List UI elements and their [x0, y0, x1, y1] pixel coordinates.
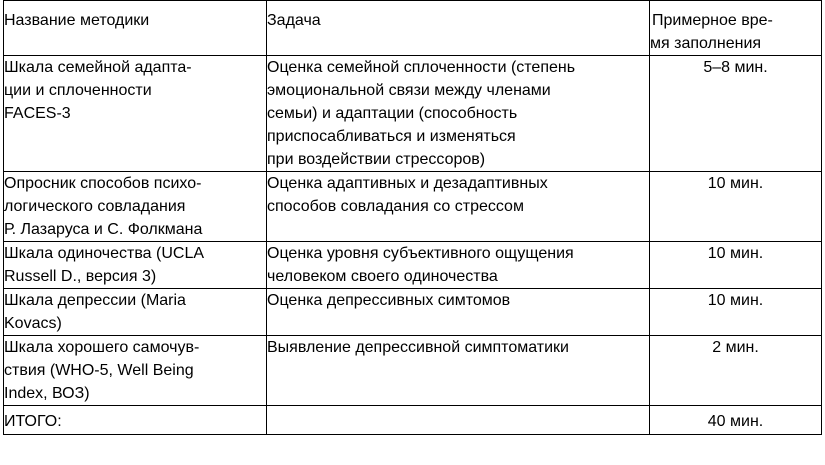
method-name-line: Index, ВОЗ) [4, 385, 90, 402]
method-name [4, 289, 267, 336]
total-row [4, 406, 822, 435]
method-time: 5–8 мин. [650, 56, 822, 172]
method-name-line: Шкала хорошего самочув- [4, 339, 200, 356]
method-name-line: FACES-3 [4, 105, 71, 122]
method-task-line: Оценка адаптивных и дезадаптивных [267, 175, 548, 192]
method-task [267, 172, 650, 242]
table-row [4, 242, 822, 289]
header-time-line: мя заполнения [650, 35, 762, 52]
table-row [4, 336, 822, 406]
method-task [267, 56, 650, 172]
total-task [267, 406, 650, 435]
method-task-line: эмоциональной связи между членами [267, 82, 551, 99]
method-name [4, 336, 267, 406]
header-time [650, 1, 822, 56]
method-task-line: Оценка семейной сплоченности (степень [267, 59, 576, 76]
method-task-line: человеком своего одиночества [267, 268, 498, 285]
method-task [267, 242, 650, 289]
method-task-line: приспосабливаться и изменяться [267, 128, 516, 145]
total-label: ИТОГО: [4, 406, 267, 435]
header-task: Задача [267, 1, 650, 56]
method-task-line: способов совладания со стрессом [267, 198, 524, 215]
table-row [4, 289, 822, 336]
methods-table [3, 0, 822, 435]
header-name: Название методики [4, 1, 267, 56]
method-name-line: Шкала одиночества (UCLA [4, 245, 205, 262]
method-name-line: логического совладания [4, 198, 186, 215]
method-name-line: ции и сплоченности [4, 82, 152, 99]
method-name-line: ствия (WHO-5, Well Being [4, 362, 194, 379]
table-header-row [4, 1, 822, 56]
method-task [267, 289, 650, 336]
method-time: 10 мин. [650, 172, 822, 242]
method-name-line: Шкала депрессии (Maria [4, 292, 186, 309]
method-task [267, 336, 650, 406]
method-name-line: Kovacs) [4, 315, 62, 332]
method-time: 10 мин. [650, 289, 822, 336]
method-task-line: Оценка уровня субъективного ощущения [267, 245, 574, 262]
method-name-line: Опросник способов психо- [4, 175, 202, 192]
method-name-line: Р. Лазаруса и С. Фолкмана [4, 221, 203, 238]
method-task-line: Выявление депрессивной симптоматики [267, 339, 569, 356]
method-task-line: при воздействии стрессоров) [267, 151, 486, 168]
method-time: 2 мин. [650, 336, 822, 406]
method-name-line: Russell D., версия 3) [4, 268, 157, 285]
method-name-line: Шкала семейной адапта- [4, 59, 192, 76]
header-time-line: Примерное вре- [652, 12, 773, 29]
table-row [4, 172, 822, 242]
table-row [4, 56, 822, 172]
method-time: 10 мин. [650, 242, 822, 289]
method-task-line: Оценка депрессивных симтомов [267, 292, 511, 309]
method-name [4, 56, 267, 172]
method-name [4, 172, 267, 242]
method-name [4, 242, 267, 289]
total-time: 40 мин. [650, 406, 822, 435]
method-task-line: семьи) и адаптации (способность [267, 105, 518, 122]
